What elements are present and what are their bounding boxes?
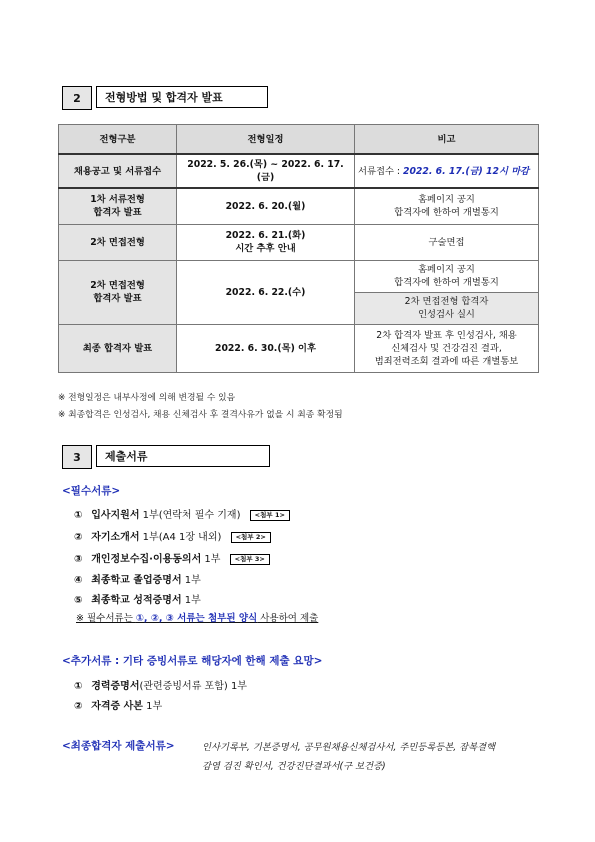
section-number: 2: [62, 86, 92, 110]
item-name: 자격증 사본: [91, 701, 143, 712]
remark-cell: [355, 154, 539, 188]
list-item: [74, 528, 271, 543]
col-header: 전형일정: [177, 125, 355, 155]
list-item: [74, 506, 290, 521]
col-header: 비고: [355, 125, 539, 155]
stage-cell: 2차 면접전형: [59, 224, 177, 260]
remark-line: 인성검사 실시: [418, 309, 475, 320]
remark-cell: 구술면접: [355, 224, 539, 260]
list-item: [74, 571, 201, 586]
note-text: ※ 필수서류는: [76, 613, 136, 624]
item-detail: 1부(A4 1장 내외): [139, 532, 222, 543]
item-name: 개인정보수집·이용동의서: [91, 554, 202, 565]
table-row: [59, 260, 539, 292]
item-detail: (관련증빙서류 포함) 1부: [139, 681, 247, 692]
table-row: [59, 324, 539, 372]
remark-line: 2차 면접전형 합격자: [404, 296, 489, 307]
item-detail: 1부: [181, 595, 201, 606]
section-2-header: [62, 86, 268, 110]
item-number: ①: [74, 510, 83, 521]
item-number: ②: [74, 701, 83, 712]
list-item: [74, 677, 247, 692]
item-number: ③: [74, 554, 83, 565]
date-cell: 2022. 6. 20.(월): [177, 188, 355, 224]
attachment-tag: <첨부 2>: [231, 532, 271, 543]
item-number: ④: [74, 575, 83, 586]
item-number: ⑤: [74, 595, 83, 606]
additional-docs-header: <추가서류 : 기타 증빙서류로 해당자에 한해 제출 요망>: [62, 655, 323, 667]
stage-cell: [59, 260, 177, 324]
attachment-tag: <첨부 3>: [230, 554, 270, 565]
remark-line: 홈페이지 공지: [418, 264, 475, 275]
remark-line: 홈페이지 공지: [418, 194, 475, 206]
final-docs-line: 인사기록부, 기본증명서, 공무원채용신체검사서, 주민등록등본, 잠복결핵: [202, 742, 496, 753]
note-text: 사용하여 제출: [257, 613, 319, 624]
date-cell: 2022. 6. 30.(목) 이후: [177, 324, 355, 372]
deadline-text: 2022. 6. 17.(금) 12시 마감: [402, 165, 530, 177]
item-name: 최종학교 성적증명서: [91, 595, 182, 606]
stage-cell: 채용공고 및 서류접수: [59, 154, 177, 188]
remark-line: 2차 합격자 발표 후 인성검사, 채용: [376, 329, 517, 341]
remark-line: 신체검사 및 건강검진 결과,: [391, 342, 502, 354]
remark-line: 범죄전력조회 결과에 따른 개별통보: [374, 355, 519, 367]
remark-cell: [355, 292, 539, 324]
final-docs-line: 감염 검진 확인서, 건강진단결과서(구 보건증): [202, 761, 386, 772]
schedule-note: ※ 최종합격은 인성검사, 채용 신체검사 후 결격사유가 없을 시 최종 확정됨: [58, 410, 343, 420]
schedule-note: ※ 전형일정은 내부사정에 의해 변경될 수 있음: [58, 393, 236, 403]
date-cell: [177, 224, 355, 260]
item-detail: 1부: [201, 554, 221, 565]
section-title: 전형방법 및 합격자 발표: [96, 86, 268, 108]
schedule-table: [58, 124, 539, 373]
item-detail: 1부(연락처 필수 기재): [139, 510, 241, 521]
table-row: [59, 224, 539, 260]
remark-line: 합격자에 한하여 개별통지: [394, 277, 499, 288]
stage-line: 1차 서류전형: [90, 194, 145, 206]
table-row: [59, 154, 539, 188]
note-highlight: ①, ②, ③ 서류는 첨부된 양식: [135, 613, 258, 624]
remark-line: 합격자에 한하여 개별통지: [394, 207, 499, 219]
remark-cell: [355, 324, 539, 372]
final-docs-header: <최종합격자 제출서류>: [62, 740, 175, 752]
item-number: ①: [74, 681, 83, 692]
section-3-header: [62, 445, 270, 469]
item-name: 최종학교 졸업증명서: [91, 575, 182, 586]
remark-cell: [355, 260, 539, 292]
item-detail: 1부: [181, 575, 201, 586]
item-name: 경력증명서: [91, 681, 140, 692]
col-header: 전형구분: [59, 125, 177, 155]
list-item: [74, 591, 201, 606]
list-item: [74, 697, 162, 712]
stage-line: 2차 면접전형: [90, 280, 145, 291]
stage-line: 합격자 발표: [93, 293, 142, 304]
section-title: 제출서류: [96, 445, 270, 467]
remark-label: 서류접수 :: [358, 165, 403, 177]
required-docs-note: [76, 610, 318, 624]
remark-cell: [355, 188, 539, 224]
item-detail: 1부: [142, 701, 163, 712]
stage-line: 합격자 발표: [93, 207, 142, 219]
item-number: ②: [74, 532, 83, 543]
stage-cell: 최종 합격자 발표: [59, 324, 177, 372]
item-name: 입사지원서: [91, 510, 140, 521]
required-docs-header: <필수서류>: [62, 485, 121, 497]
date-cell: 2022. 5. 26.(목) ~ 2022. 6. 17.(금): [177, 154, 355, 188]
table-row: [59, 188, 539, 224]
list-item: [74, 550, 270, 565]
attachment-tag: <첨부 1>: [250, 510, 290, 521]
stage-cell: [59, 188, 177, 224]
date-line: 시간 추후 안내: [235, 243, 296, 254]
section-number: 3: [62, 445, 92, 469]
table-header-row: [59, 125, 539, 155]
date-cell: 2022. 6. 22.(수): [177, 260, 355, 324]
date-line: 2022. 6. 21.(화): [225, 230, 306, 241]
item-name: 자기소개서: [91, 532, 140, 543]
